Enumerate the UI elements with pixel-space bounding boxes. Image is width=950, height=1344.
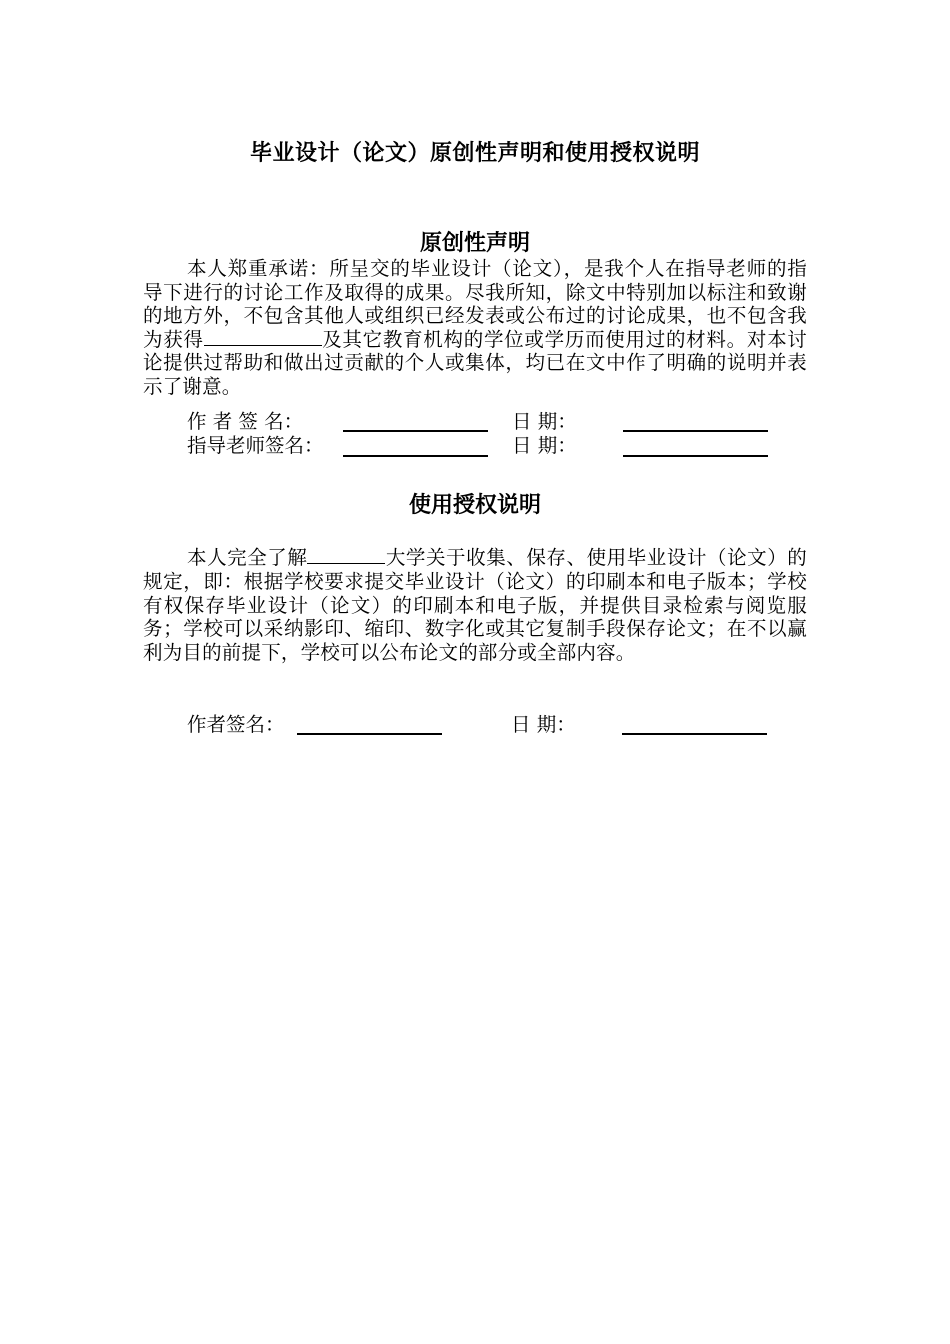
originality-paragraph bbox=[143, 257, 807, 398]
advisor-date-line bbox=[623, 455, 768, 457]
institution-blank bbox=[204, 328, 322, 346]
authorization-text-part-2: 大学关于收集、保存、使用毕业设计（论文）的规定，即：根据学校要求提交毕业设计（论文）的印刷本和电子版本；学校有权保存毕业设计（论文）的印刷本和电子版，并提供目录检索与阅览服务；学校可以采纳影印、缩印、数字化或其它复制手段保存论文；在不以赢利为目的前提下，学校可以公布论文的部分或全部内容。 bbox=[143, 546, 808, 665]
authorization-author-signature-line bbox=[297, 733, 442, 735]
originality-text-part-1: 本人郑重承诺：所呈交的毕业设计（论文），是我个人在指导老师的指导下进行的讨论工作及取得的成果。尽我所知，除文中特别加以标注和致谢的地方外，不包含其他人或组织已经发表或公布过的讨论成果，也不包含我为获得 bbox=[143, 257, 807, 351]
authorization-author-signature-label: 作者签名： bbox=[187, 713, 285, 736]
university-blank bbox=[307, 546, 385, 564]
authorization-heading: 使用授权说明 bbox=[408, 493, 541, 518]
author-date-line bbox=[623, 430, 768, 432]
originality-heading: 原创性声明 bbox=[419, 231, 530, 256]
advisor-signature-line bbox=[343, 455, 488, 457]
advisor-date-label: 日 期： bbox=[512, 434, 577, 457]
authorization-text-part-1: 本人完全了解 bbox=[187, 546, 308, 569]
advisor-signature-label: 指导老师签名： bbox=[187, 434, 324, 457]
author-signature-line bbox=[343, 430, 488, 432]
authorization-date-line bbox=[622, 733, 767, 735]
author-signature-label: 作 者 签 名： bbox=[187, 410, 304, 433]
document-title: 毕业设计（论文）原创性声明和使用授权说明 bbox=[249, 141, 700, 166]
authorization-date-label: 日 期： bbox=[511, 713, 576, 736]
author-date-label: 日 期： bbox=[512, 410, 577, 433]
authorization-paragraph bbox=[143, 546, 807, 665]
originality-text-part-2: 及其它教育机构的学位或学历而使用过的材料。对本讨论提供过帮助和做出过贡献的个人或集体，均已在文中作了明确的说明并表示了谢意。 bbox=[143, 327, 807, 398]
